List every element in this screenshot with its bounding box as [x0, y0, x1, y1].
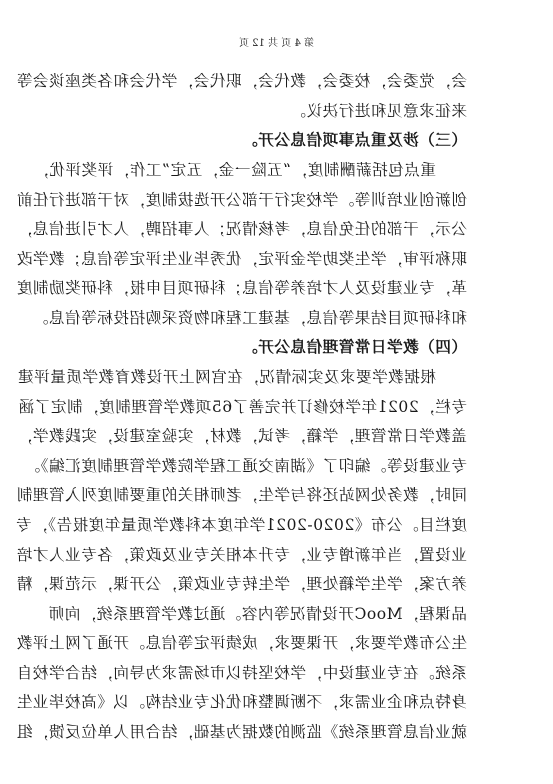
text-line: 职称评审，学生奖助学金评定，优秀毕业生评定等信息；教学改 — [16, 250, 467, 268]
section-heading: （四）教学日常管理信息公开。 — [241, 337, 467, 356]
text-line: 创新创业培训等。学校实行干部公开选拔制度，对干部进行任前 — [16, 191, 467, 209]
text-line: 品课程，MooC开设情况等内容。通过教学管理系统，向师 — [48, 605, 467, 623]
text-line: 同时，教务处网站还将与学生，老师相关的重要制度列入管理制 — [16, 486, 467, 504]
page-number-footer: 第 4 页 共 12 页 — [239, 38, 314, 49]
text-line: 业设置，当年新增专业，专升本相关专业及政策，各专业人才培 — [16, 546, 467, 564]
text-line: 系统。在专业建设中，学校坚持以市场需求为导向，结合学校自 — [16, 664, 467, 682]
text-line: 盖教学日常管理，学籍，考试，教材，实验室建设，实践教学， — [16, 427, 467, 445]
text-line: 公示，干部的任免信息，考核情况；人事招聘，人才引进信息， — [16, 220, 467, 238]
text-line: 专业建设等。编印了《湖南交通工程学院教学管理制度汇编》。 — [24, 457, 467, 475]
text-line: 来征求意见和进行决议。 — [289, 102, 467, 120]
text-line: 就业信息管理系统》监测的数据为基础，结合用人单位反馈，组 — [16, 723, 467, 741]
text-line: 革，专业建设及人才培养等信息；科研项目申报，科研奖励制度 — [16, 279, 467, 297]
text-line: 会，党委会，校委会，教代会，职代会，学代会和各类座谈会等 — [16, 72, 467, 90]
text-line: 根据教学要求及实际情况，在官网上开设教育教学质量评建 — [17, 368, 436, 386]
text-line: 专栏，2021年学校修订并完善了65项教学管理制度，制定了涵 — [18, 398, 467, 416]
text-line: 度栏目。公布《2020-2021学年度本科教学质量年度报告》，专 — [15, 516, 467, 534]
text-line: 和科研项目结果等信息，基建工程和物资采购招投标等信息。 — [32, 309, 467, 327]
text-line: 身特点和企业需求，不断调整和优化专业结构。以《高校毕业生 — [16, 693, 467, 711]
text-line: 生公布教学要求，开课要求，成绩评定等信息。开通了网上评教 — [16, 634, 467, 652]
text-line: 养方案，学生学籍处理，学生转专业政策，公开课，示范课，精 — [16, 575, 467, 593]
section-heading: （三）涉及重点事项信息公开。 — [241, 130, 467, 149]
text-line: 重点包括薪酬制度，“五险一金，五定”工作，评奖评优， — [32, 161, 436, 179]
